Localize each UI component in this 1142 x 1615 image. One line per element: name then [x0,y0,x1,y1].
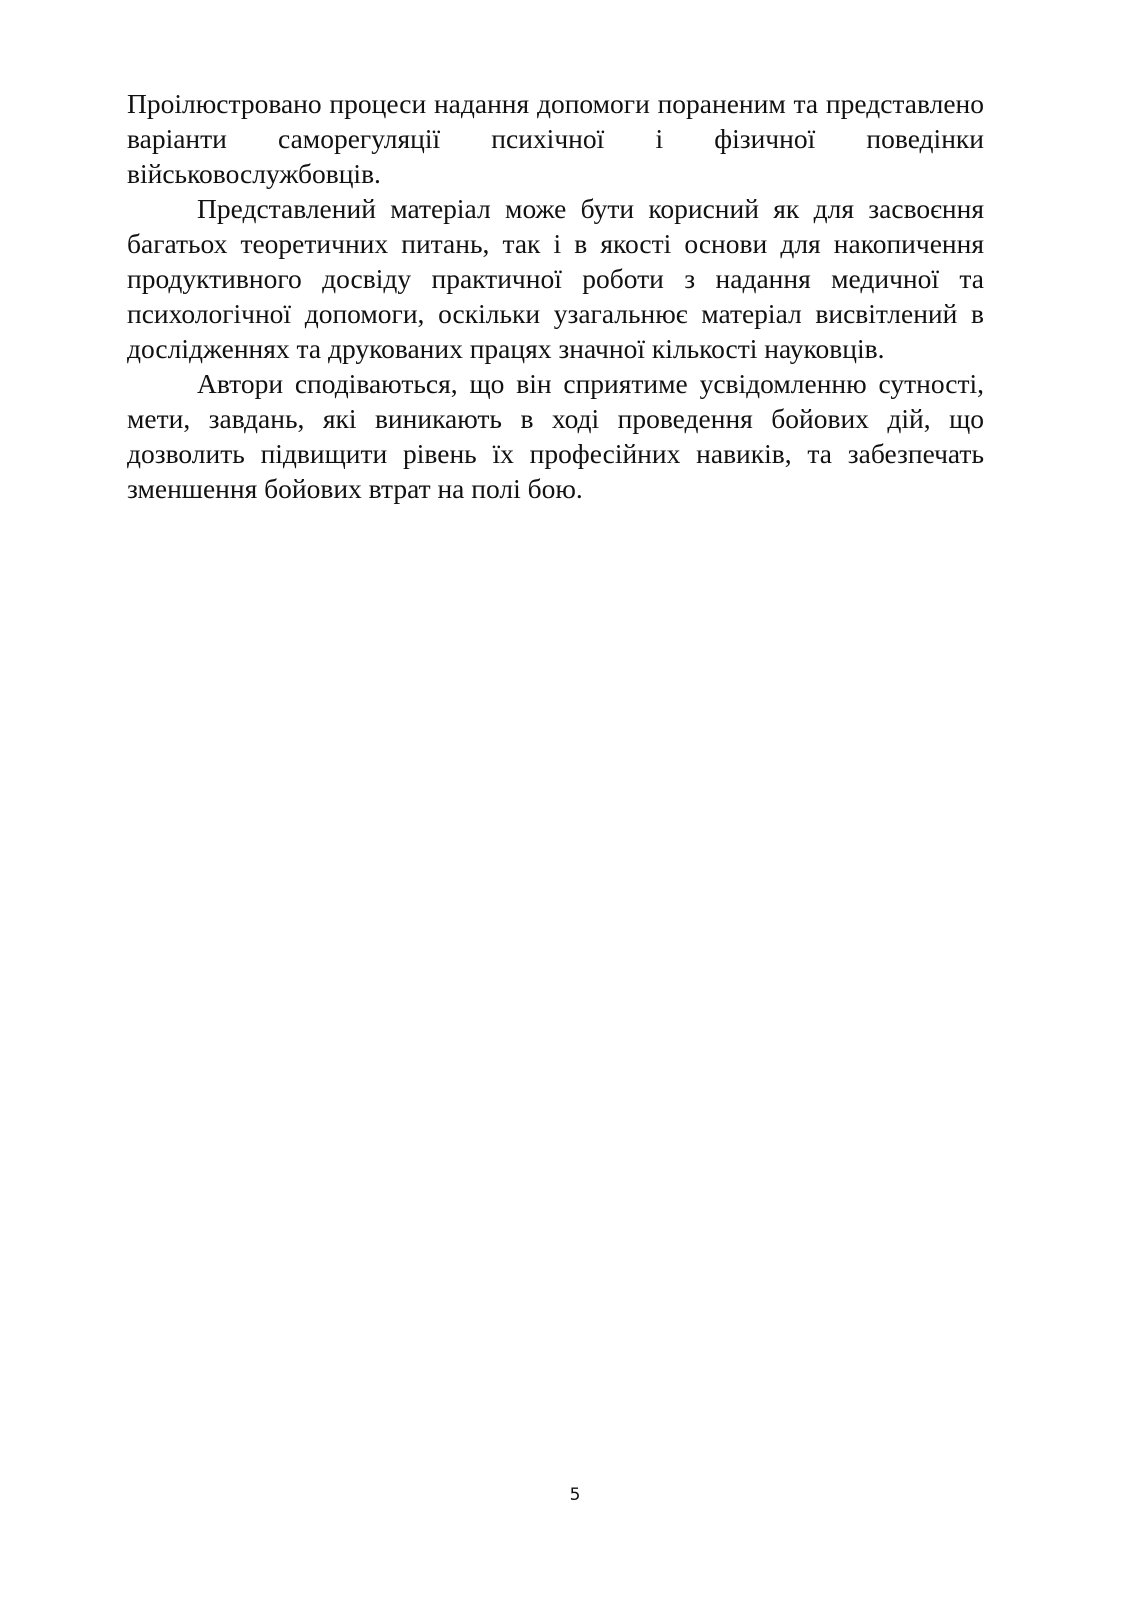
paragraph-1: Проілюстровано процеси надання допомоги пораненим та представлено варіанти саморегуляції психічної і фізичної поведінки військовослужбовців. [127,88,984,189]
page-number: 5 [569,1485,581,1505]
body-text [127,86,984,506]
paragraph-2: Представлений матеріал може бути корисний як для засвоєння багатьох теоретичних питань, так і в якості основи для накопичення продуктивного досвіду практичної роботи з надання медичної та психологічної допомоги, оскільки узагальнює матеріал висвітлений в дослідженнях та друкованих працях значної кількості науковців. [127,193,984,364]
paragraph-3: Автори сподіваються, що він сприятиме усвідомленню сутності, мети, завдань, які виникають в ході проведення бойових дій, що дозволить підвищити рівень їх професійних навиків, та забезпечать зменшення бойових втрат на полі бою. [127,368,984,504]
